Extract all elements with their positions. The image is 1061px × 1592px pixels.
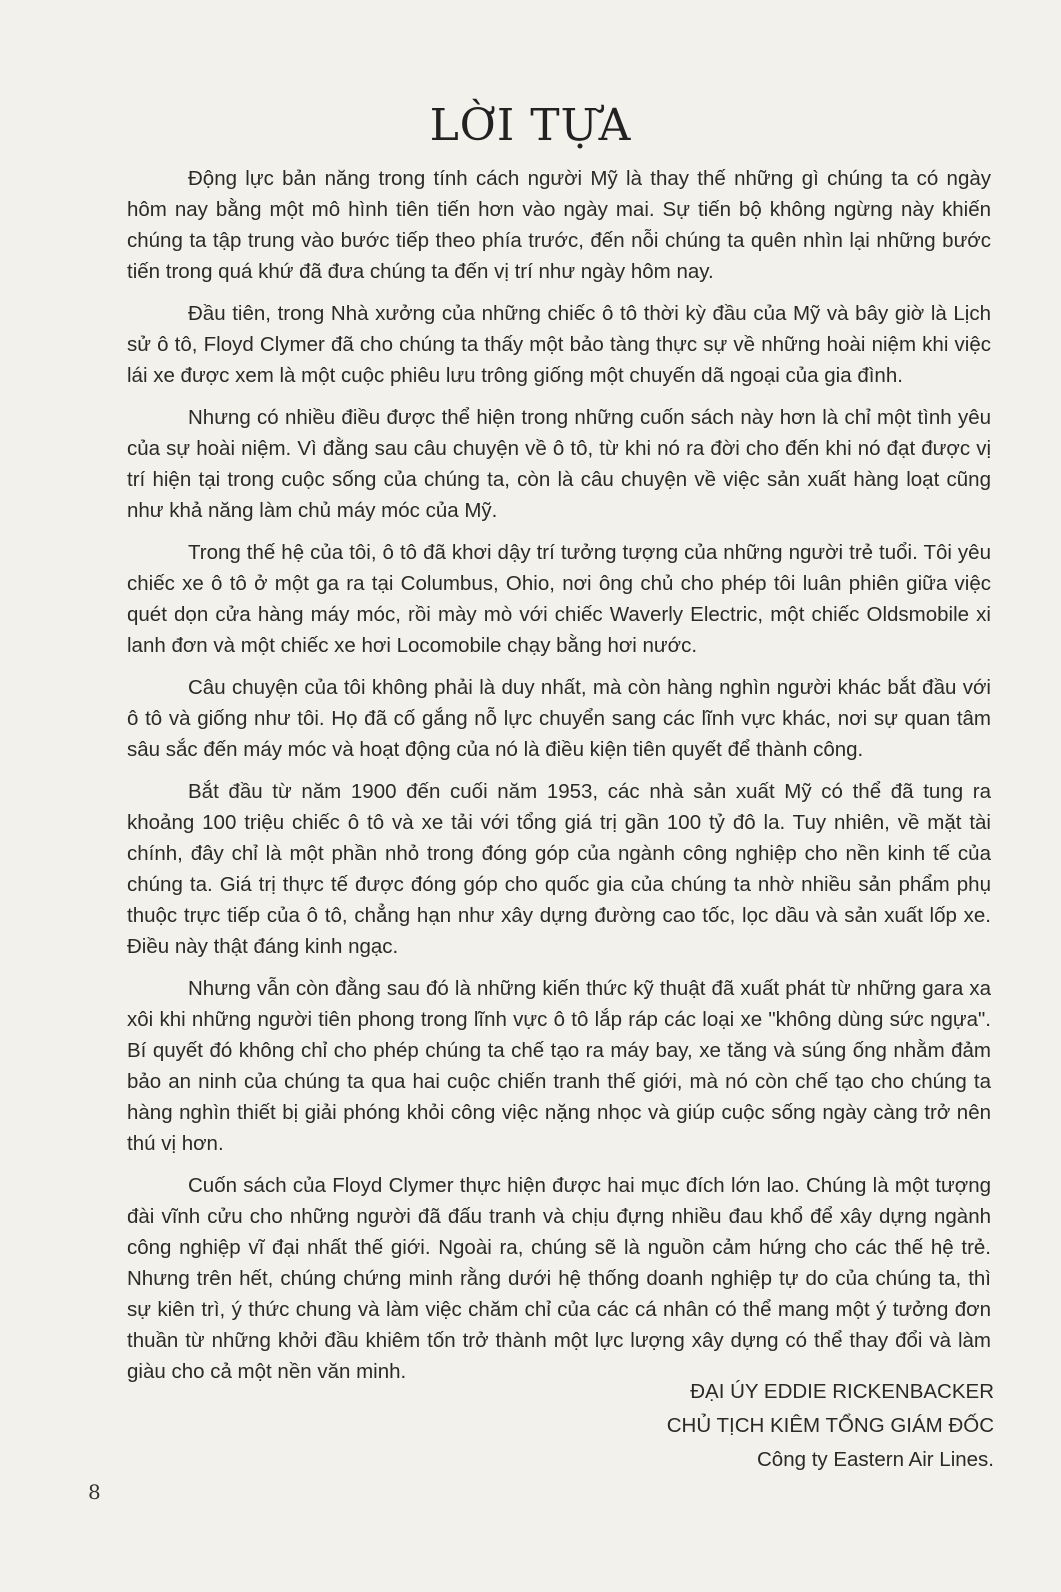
signature-company: Công ty Eastern Air Lines. (756, 1448, 994, 1471)
paragraph-4: Trong thế hệ của tôi, ô tô đã khơi dậy trí tưởng tượng của những người trẻ tuổi. Tôi yêu chiếc xe ô tô ở một ga ra tại Columbus, Ohio, nơi ông chủ cho phép tôi luân phiên giữa việc quét dọn cửa hàng máy móc, rồi mày mò với chiếc Waverly Electric, một chiếc Oldsmobile xi lanh đơn và một chiếc xe hơi Locomobile chạy bằng hơi nước. (127, 541, 991, 657)
signature-block (667, 1375, 994, 1477)
paragraph-2: Đầu tiên, trong Nhà xưởng của những chiếc ô tô thời kỳ đầu của Mỹ và bây giờ là Lịch sử ô tô, Floyd Clymer đã cho chúng ta thấy một bảo tàng thực sự về những hoài niệm khi việc lái xe được xem là một cuộc phiêu lưu trông giống một chuyến dã ngoại của gia đình. (127, 302, 991, 387)
page-title: LỜI TỰA (429, 100, 632, 151)
paragraph-1: Động lực bản năng trong tính cách người Mỹ là thay thế những gì chúng ta có ngày hôm nay bằng một mô hình tiên tiến hơn vào ngày mai. Sự tiến bộ không ngừng này khiến chúng ta tập trung vào bước tiếp theo phía trước, đến nỗi chúng ta quên nhìn lại những bước tiến trong quá khứ đã đưa chúng ta đến vị trí như ngày hôm nay. (127, 167, 991, 283)
paragraph-6: Bắt đầu từ năm 1900 đến cuối năm 1953, các nhà sản xuất Mỹ có thể đã tung ra khoảng 100 triệu chiếc ô tô và xe tải với tổng giá trị gần 100 tỷ đô la. Tuy nhiên, về mặt tài chính, đây chỉ là một phần nhỏ trong đóng góp của ngành công nghiệp cho nền kinh tế của chúng ta. Giá trị thực tế được đóng góp cho quốc gia của chúng ta nhờ nhiều sản phẩm phụ thuộc trực tiếp của ô tô, chẳng hạn như xây dựng đường cao tốc, lọc dầu và sản xuất lốp xe. Điều này thật đáng kinh ngạc. (127, 780, 991, 958)
paragraph-7: Nhưng vẫn còn đằng sau đó là những kiến thức kỹ thuật đã xuất phát từ những gara xa xôi khi những người tiên phong trong lĩnh vực ô tô lắp ráp các loại xe "không dùng sức ngựa". Bí quyết đó không chỉ cho phép chúng ta chế tạo ra máy bay, xe tăng và súng ống nhằm đảm bảo an ninh của chúng ta qua hai cuộc chiến tranh thế giới, mà nó còn chế tạo cho chúng ta hàng nghìn thiết bị giải phóng khỏi công việc nặng nhọc và giúp cuộc sống ngày càng trở nên thú vị hơn. (127, 977, 991, 1155)
page-number: 8 (88, 1480, 101, 1504)
preface-body (127, 163, 991, 1398)
paragraph-8: Cuốn sách của Floyd Clymer thực hiện được hai mục đích lớn lao. Chúng là một tượng đài vĩnh cửu cho những người đã đấu tranh và chịu đựng nhiều đau khổ để xây dựng ngành công nghiệp vĩ đại nhất thế giới. Ngoài ra, chúng sẽ là nguồn cảm hứng cho các thế hệ trẻ. Nhưng trên hết, chúng chứng minh rằng dưới hệ thống doanh nghiệp tự do của chúng ta, thì sự kiên trì, ý thức chung và làm việc chăm chỉ của các cá nhân có thể mang một ý tưởng đơn thuần từ những khởi đầu khiêm tốn trở thành một lực lượng xây dựng có thể thay đổi và làm giàu cho cả một nền văn minh. (127, 1174, 991, 1383)
signature-position: CHỦ TỊCH KIÊM TỔNG GIÁM ĐỐC (666, 1414, 994, 1437)
signature-name: ĐẠI ÚY EDDIE RICKENBACKER (690, 1380, 994, 1403)
paragraph-5: Câu chuyện của tôi không phải là duy nhất, mà còn hàng nghìn người khác bắt đầu với ô tô và giống như tôi. Họ đã cố gắng nỗ lực chuyển sang các lĩnh vực khác, nơi sự quan tâm sâu sắc đến máy móc và hoạt động của nó là điều kiện tiên quyết để thành công. (127, 676, 991, 761)
paragraph-3: Nhưng có nhiều điều được thể hiện trong những cuốn sách này hơn là chỉ một tình yêu của sự hoài niệm. Vì đằng sau câu chuyện về ô tô, từ khi nó ra đời cho đến khi nó đạt được vị trí hiện tại trong cuộc sống của chúng ta, còn là câu chuyện về việc sản xuất hàng loạt cũng như khả năng làm chủ máy móc của Mỹ. (127, 406, 991, 522)
